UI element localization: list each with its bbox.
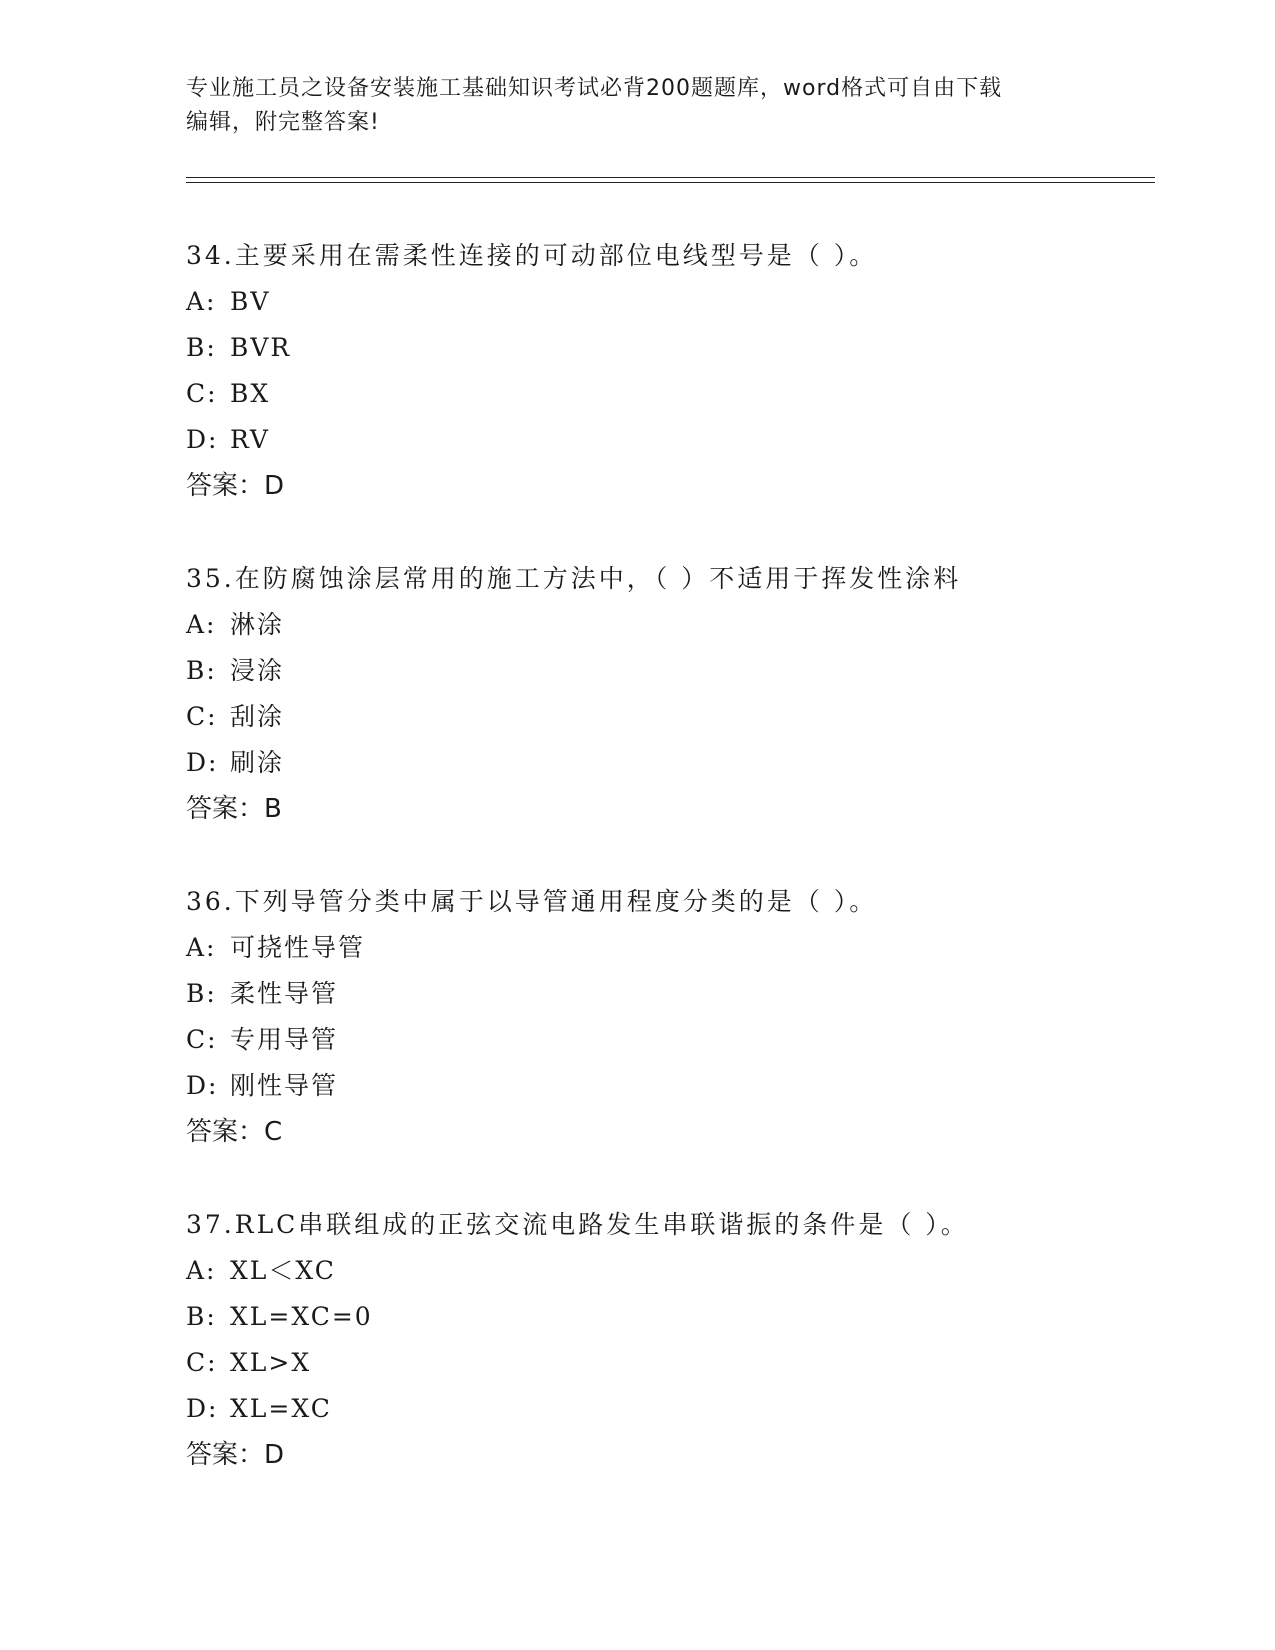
option-text: XL＜XC <box>230 1256 336 1285</box>
question-35 <box>186 556 1146 832</box>
option-key: D: <box>186 1394 219 1423</box>
option-text: 专用导管 <box>230 1025 339 1054</box>
option-key: D: <box>186 425 219 454</box>
option-text: RV <box>230 425 270 454</box>
answer-line: 答案：D <box>186 1440 285 1470</box>
option-key: C: <box>186 702 218 731</box>
option-text: 刚性导管 <box>230 1071 339 1100</box>
question-stem: 34.主要采用在需柔性连接的可动部位电线型号是（ ）。 <box>186 241 878 270</box>
option-key: D: <box>186 748 219 777</box>
question-stem: 35.在防腐蚀涂层常用的施工方法中，（ ）不适用于挥发性涂料 <box>186 564 962 593</box>
option-text: BV <box>230 287 271 316</box>
header-divider-bottom <box>186 182 1155 183</box>
option-key: D: <box>186 1071 219 1100</box>
option-a <box>186 279 1146 325</box>
option-key: A: <box>186 933 217 962</box>
header-line-2: 编辑，附完整答案! <box>186 110 380 135</box>
option-d <box>186 1386 1146 1432</box>
option-d <box>186 1063 1146 1109</box>
option-key: C: <box>186 1348 218 1377</box>
option-text: 浸涂 <box>230 656 285 685</box>
option-text: 刷涂 <box>230 748 285 777</box>
option-a <box>186 925 1146 971</box>
option-b <box>186 648 1146 694</box>
option-b <box>186 1294 1146 1340</box>
option-key: B: <box>186 333 217 362</box>
option-key: A: <box>186 1256 217 1285</box>
question-36 <box>186 879 1146 1155</box>
question-stem: 37.RLC串联组成的正弦交流电路发生串联谐振的条件是（ ）。 <box>186 1210 969 1239</box>
option-text: BX <box>230 379 271 408</box>
option-key: A: <box>186 287 217 316</box>
option-text: XL=XC=0 <box>230 1302 373 1331</box>
option-c <box>186 1017 1146 1063</box>
question-34 <box>186 233 1146 509</box>
option-d <box>186 417 1146 463</box>
option-text: BVR <box>230 333 292 362</box>
option-c <box>186 694 1146 740</box>
option-text: XL=XC <box>230 1394 332 1423</box>
option-key: A: <box>186 610 217 639</box>
answer-line: 答案：B <box>186 794 282 824</box>
option-key: B: <box>186 979 217 1008</box>
option-a <box>186 602 1146 648</box>
option-a <box>186 1248 1146 1294</box>
option-text: 柔性导管 <box>230 979 339 1008</box>
question-stem: 36.下列导管分类中属于以导管通用程度分类的是（ ）。 <box>186 887 878 916</box>
document-header <box>186 72 1086 140</box>
option-text: 淋涂 <box>230 610 285 639</box>
option-key: B: <box>186 656 217 685</box>
option-c <box>186 1340 1146 1386</box>
option-text: 可挠性导管 <box>230 933 366 962</box>
option-key: C: <box>186 379 218 408</box>
option-key: C: <box>186 1025 218 1054</box>
question-37 <box>186 1202 1146 1478</box>
option-b <box>186 971 1146 1017</box>
option-b <box>186 325 1146 371</box>
option-d <box>186 740 1146 786</box>
option-key: B: <box>186 1302 217 1331</box>
answer-line: 答案：C <box>186 1117 283 1147</box>
answer-line: 答案：D <box>186 471 285 501</box>
option-text: XL>X <box>230 1348 312 1377</box>
option-text: 刮涂 <box>230 702 285 731</box>
option-c <box>186 371 1146 417</box>
header-line-1: 专业施工员之设备安装施工基础知识考试必背200题题库，word格式可自由下载 <box>186 76 1003 101</box>
header-divider-top <box>186 177 1155 178</box>
